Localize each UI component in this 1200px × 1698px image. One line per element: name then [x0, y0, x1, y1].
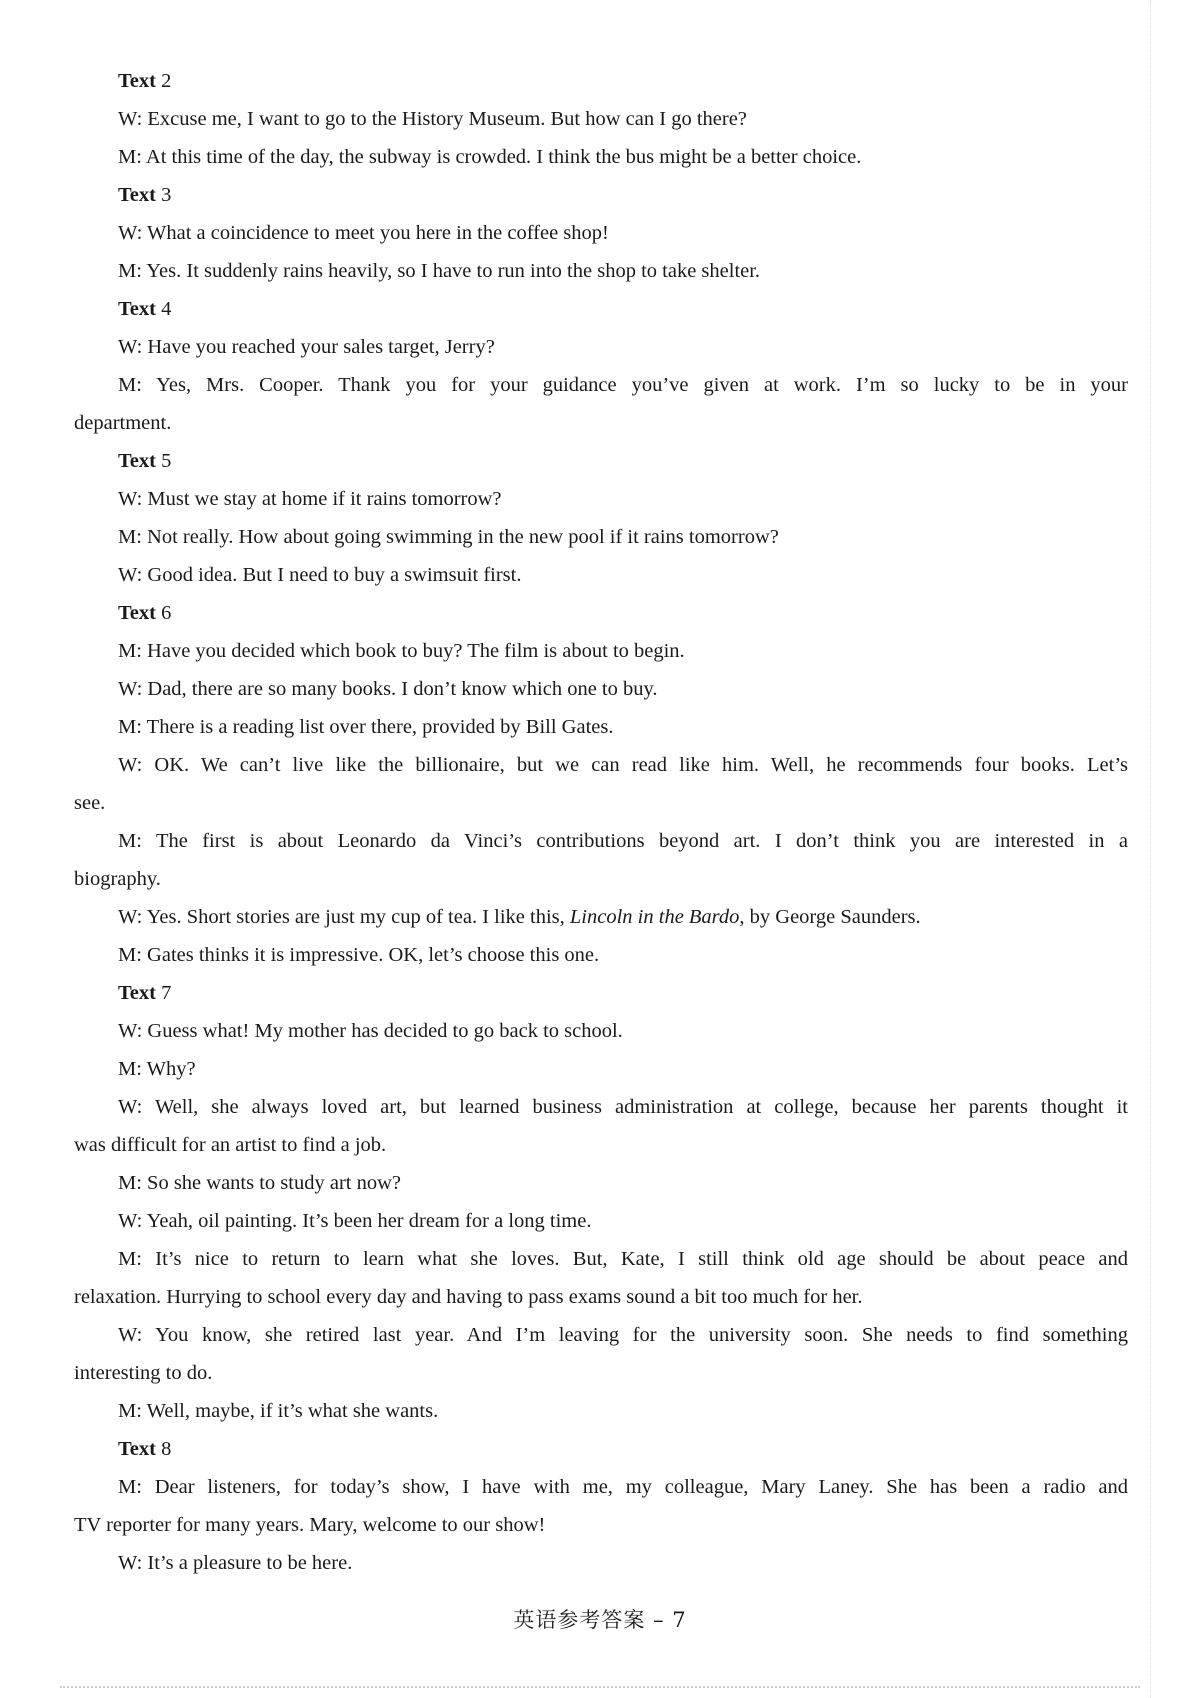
section-heading-text-5: Text 5	[118, 450, 172, 472]
section-heading-text-8: Text 8	[118, 1438, 172, 1460]
dialogue-line-continuation: TV reporter for many years. Mary, welcome to our show!	[74, 1514, 546, 1536]
dialogue-line: M: It’s nice to return to learn what she loves. But, Kate, I still think old age should be about peace and	[118, 1248, 1128, 1270]
dialogue-line: M: Not really. How about going swimming in the new pool if it rains tomorrow?	[118, 526, 779, 548]
dialogue-line: M: Dear listeners, for today’s show, I have with me, my colleague, Mary Laney. She has been a radio and	[118, 1476, 1128, 1498]
dialogue-line-continuation: was difficult for an artist to find a job.	[74, 1134, 387, 1156]
dialogue-line: W: OK. We can’t live like the billionaire, but we can read like him. Well, he recommends four books. Let’s	[118, 754, 1128, 776]
dialogue-line: W: You know, she retired last year. And I’m leaving for the university soon. She needs to find something	[118, 1324, 1128, 1346]
dialogue-line: M: Yes, Mrs. Cooper. Thank you for your guidance you’ve given at work. I’m so lucky to be in your	[118, 374, 1128, 396]
dialogue-line: W: Guess what! My mother has decided to go back to school.	[118, 1020, 623, 1042]
dialogue-line: M: Why?	[118, 1058, 196, 1080]
section-heading-text-3: Text 3	[118, 184, 172, 206]
dialogue-line-continuation: biography.	[74, 868, 161, 890]
page-footer: 英语参考答案 – 7	[513, 1608, 687, 1632]
dialogue-line: M: Have you decided which book to buy? The film is about to begin.	[118, 640, 685, 662]
right-dotted-edge	[1150, 0, 1151, 1698]
dialogue-line: W: Must we stay at home if it rains tomorrow?	[118, 488, 502, 510]
dialogue-line-book-title: W: Yes. Short stories are just my cup of tea. I like this, Lincoln in the Bardo, by George Saunders.	[118, 906, 921, 928]
section-heading-text-6: Text 6	[118, 602, 172, 624]
dialogue-line-continuation: see.	[74, 792, 106, 814]
dialogue-line-continuation: relaxation. Hurrying to school every day and having to pass exams sound a bit too much for her.	[74, 1286, 863, 1308]
dialogue-line: W: Well, she always loved art, but learned business administration at college, because her parents thought it	[118, 1096, 1128, 1118]
section-heading-text-2: Text 2	[118, 70, 172, 92]
dialogue-line-continuation: department.	[74, 412, 172, 434]
bottom-dotted-divider	[60, 1686, 1140, 1688]
dialogue-line: W: It’s a pleasure to be here.	[118, 1552, 353, 1574]
dialogue-line-continuation: interesting to do.	[74, 1362, 213, 1384]
dialogue-line: W: Have you reached your sales target, Jerry?	[118, 336, 495, 358]
dialogue-line: M: There is a reading list over there, provided by Bill Gates.	[118, 716, 614, 738]
dialogue-line: M: Gates thinks it is impressive. OK, let’s choose this one.	[118, 944, 600, 966]
dialogue-line: M: At this time of the day, the subway is crowded. I think the bus might be a better choice.	[118, 146, 862, 168]
book-title: Lincoln in the Bardo	[569, 906, 740, 928]
section-heading-text-7: Text 7	[118, 982, 172, 1004]
dialogue-line: M: The first is about Leonardo da Vinci’s contributions beyond art. I don’t think you are interested in a	[118, 830, 1128, 852]
dialogue-line: M: So she wants to study art now?	[118, 1172, 401, 1194]
section-heading-text-4: Text 4	[118, 298, 172, 320]
dialogue-line: W: Excuse me, I want to go to the History Museum. But how can I go there?	[118, 108, 747, 130]
dialogue-line: W: Dad, there are so many books. I don’t know which one to buy.	[118, 678, 658, 700]
dialogue-line: W: Yeah, oil painting. It’s been her dream for a long time.	[118, 1210, 592, 1232]
dialogue-line: M: Yes. It suddenly rains heavily, so I have to run into the shop to take shelter.	[118, 260, 761, 282]
dialogue-line: W: What a coincidence to meet you here in the coffee shop!	[118, 222, 609, 244]
dialogue-line: M: Well, maybe, if it’s what she wants.	[118, 1400, 439, 1422]
dialogue-line: W: Good idea. But I need to buy a swimsuit first.	[118, 564, 522, 586]
